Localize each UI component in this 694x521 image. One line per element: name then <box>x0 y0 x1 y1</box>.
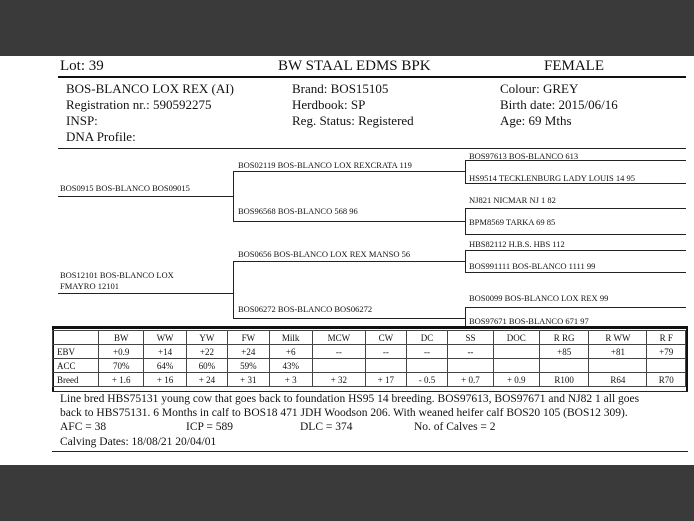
pedigree-dam-line2: FMAYRO 12101 <box>60 281 119 291</box>
comments-line-2: back to HBS75131. 6 Months in calf to BOS18 471 JDH Woodson 206. With weaned heifer calf BOS20 105 (BOS12 309). <box>60 407 628 419</box>
breed-cell: R70 <box>647 373 686 387</box>
acc-cell <box>647 359 686 373</box>
pedigree-dam-dam: BOS06272 BOS-BLANCO BOS06272 <box>238 304 373 314</box>
acc-cell <box>365 359 406 373</box>
header-rule <box>58 76 686 78</box>
dam-line <box>58 293 233 294</box>
ds-line <box>233 261 465 262</box>
ebv-box-top <box>52 326 688 329</box>
ssd-line <box>465 183 686 184</box>
pedigree-ssd: HS9514 TECKLENBURG LADY LOUIS 14 95 <box>469 173 635 183</box>
dsd-line <box>465 272 686 273</box>
breed-cell: + 3 <box>269 373 312 387</box>
ebv-header-cell: FW <box>228 331 269 345</box>
pedigree-dds: BOS0099 BOS-BLANCO LOX REX 99 <box>469 293 609 303</box>
ebv-header-cell: R F <box>647 331 686 345</box>
dss-line <box>465 250 686 251</box>
dd-line <box>233 318 465 319</box>
pedigree-dsd: BOS991111 BOS-BLANCO 1111 99 <box>469 261 596 271</box>
sd-bracket <box>465 208 466 234</box>
ebv-cell: +79 <box>647 345 686 359</box>
pedigree-dam-sire: BOS0656 BOS-BLANCO LOX REX MANSO 56 <box>238 249 411 259</box>
calves-count: No. of Calves = 2 <box>414 421 496 433</box>
ebv-header-row <box>53 331 686 345</box>
breed-cell: R100 <box>539 373 589 387</box>
acc-cell <box>312 359 365 373</box>
ebv-row-label: EBV <box>53 345 99 359</box>
calving-dates: Calving Dates: 18/08/21 20/04/01 <box>60 436 217 448</box>
ebv-header-cell: DOC <box>493 331 539 345</box>
pedigree-sss: BOS97613 BOS-BLANCO 613 <box>469 151 579 161</box>
herdbook: Herdbook: SP <box>292 97 366 112</box>
ebv-header-cell: CW <box>365 331 406 345</box>
sd-line <box>233 221 465 222</box>
afc-stat: AFC = 38 <box>60 421 107 433</box>
ebv-cell: -- <box>406 345 447 359</box>
acc-cell: 64% <box>144 359 186 373</box>
ebv-header-cell: DC <box>406 331 447 345</box>
pedigree-sds: NJ821 NICMAR NJ 1 82 <box>469 195 556 205</box>
pedigree-ddd: BOS97671 BOS-BLANCO 671 97 <box>469 316 589 326</box>
pedigree-sire-dam: BOS96568 BOS-BLANCO 568 96 <box>238 206 358 216</box>
ebv-header-cell: Milk <box>269 331 312 345</box>
ss-line <box>233 171 465 172</box>
acc-cell: 70% <box>99 359 144 373</box>
ebv-cell: +14 <box>144 345 186 359</box>
birth-date: Birth date: 2015/06/16 <box>500 97 618 112</box>
acc-cell <box>493 359 539 373</box>
lot-number: Lot: 39 <box>60 58 104 74</box>
acc-cell <box>539 359 589 373</box>
dds-line <box>465 307 686 308</box>
ds-bracket <box>465 250 466 272</box>
breed-cell: + 0.7 <box>448 373 493 387</box>
sire-bracket <box>233 171 234 221</box>
acc-cell <box>589 359 647 373</box>
ebv-row <box>53 345 686 359</box>
brand: Brand: BOS15105 <box>292 81 389 96</box>
breed-cell: - 0.5 <box>406 373 447 387</box>
breed-cell: + 16 <box>144 373 186 387</box>
breed-row-label: Breed <box>53 373 99 387</box>
ebv-cell: +6 <box>269 345 312 359</box>
dna-profile-label: DNA Profile: <box>66 129 136 144</box>
dlc-stat: DLC = 374 <box>300 421 353 433</box>
acc-cell <box>448 359 493 373</box>
pedigree-dss: HBS82112 H.B.S. HBS 112 <box>469 239 565 249</box>
ebv-cell: -- <box>448 345 493 359</box>
info-rule <box>58 148 686 149</box>
ebv-cell <box>493 345 539 359</box>
ebv-table <box>52 330 686 387</box>
ebv-header-cell: BW <box>99 331 144 345</box>
ebv-box-bottom <box>52 391 688 392</box>
registration-number: Registration nr.: 590592275 <box>66 97 212 112</box>
pedigree-sdd: BPM8569 TARKA 69 85 <box>469 217 556 227</box>
ebv-cell: +0.9 <box>99 345 144 359</box>
acc-cell: 60% <box>186 359 227 373</box>
icp-stat: ICP = 589 <box>186 421 233 433</box>
ebv-cell: +85 <box>539 345 589 359</box>
ebv-header-cell: SS <box>448 331 493 345</box>
dam-bracket <box>233 261 234 318</box>
acc-row-label: ACC <box>53 359 99 373</box>
ebv-header-cell: MCW <box>312 331 365 345</box>
colour: Colour: GREY <box>500 81 579 96</box>
breed-cell: + 0.9 <box>493 373 539 387</box>
insp-label: INSP: <box>66 113 98 128</box>
breed-cell: + 31 <box>228 373 269 387</box>
breed-cell: + 24 <box>186 373 227 387</box>
pedigree-sire-sire: BOS02119 BOS-BLANCO LOX REXCRATA 119 <box>238 160 412 170</box>
ebv-cell: -- <box>312 345 365 359</box>
sex-label: FEMALE <box>544 58 604 74</box>
age: Age: 69 Mths <box>500 113 572 128</box>
acc-cell: 43% <box>269 359 312 373</box>
ebv-cell: +24 <box>228 345 269 359</box>
breed-cell: + 1.6 <box>99 373 144 387</box>
comments-line-1: Line bred HBS75131 young cow that goes back to foundation HS95 14 breeding. BOS97613, BOS97671 and NJ82 1 all goes <box>60 393 640 405</box>
bottom-rule <box>52 451 688 452</box>
ebv-cell: +81 <box>589 345 647 359</box>
ebv-cell: -- <box>365 345 406 359</box>
ebv-cell: +22 <box>186 345 227 359</box>
sire-line <box>58 196 233 197</box>
breeder-name: BW STAAL EDMS BPK <box>278 58 431 74</box>
ebv-header-cell: R RG <box>539 331 589 345</box>
sdd-line <box>465 234 686 235</box>
ebv-header-cell: WW <box>144 331 186 345</box>
animal-name: BOS-BLANCO LOX REX (AI) <box>66 81 234 96</box>
breed-cell: R64 <box>589 373 647 387</box>
registration-status: Reg. Status: Registered <box>292 113 414 128</box>
breed-cell: + 17 <box>365 373 406 387</box>
acc-cell: 59% <box>228 359 269 373</box>
ebv-box-right <box>686 326 688 392</box>
ss-bracket <box>465 160 466 183</box>
sds-line <box>465 208 686 209</box>
pedigree-sire: BOS0915 BOS-BLANCO BOS09015 <box>60 183 190 193</box>
bottom-dark-band <box>0 465 694 521</box>
ebv-header-cell: YW <box>186 331 227 345</box>
ebv-header-cell: R WW <box>589 331 647 345</box>
breed-cell: + 32 <box>312 373 365 387</box>
breed-row <box>53 373 686 387</box>
pedigree-dam-line1: BOS12101 BOS-BLANCO LOX <box>60 270 174 280</box>
catalogue-sheet <box>0 56 694 465</box>
top-dark-band <box>0 0 694 56</box>
ebv-header-cell <box>53 331 99 345</box>
acc-cell <box>406 359 447 373</box>
acc-row <box>53 359 686 373</box>
